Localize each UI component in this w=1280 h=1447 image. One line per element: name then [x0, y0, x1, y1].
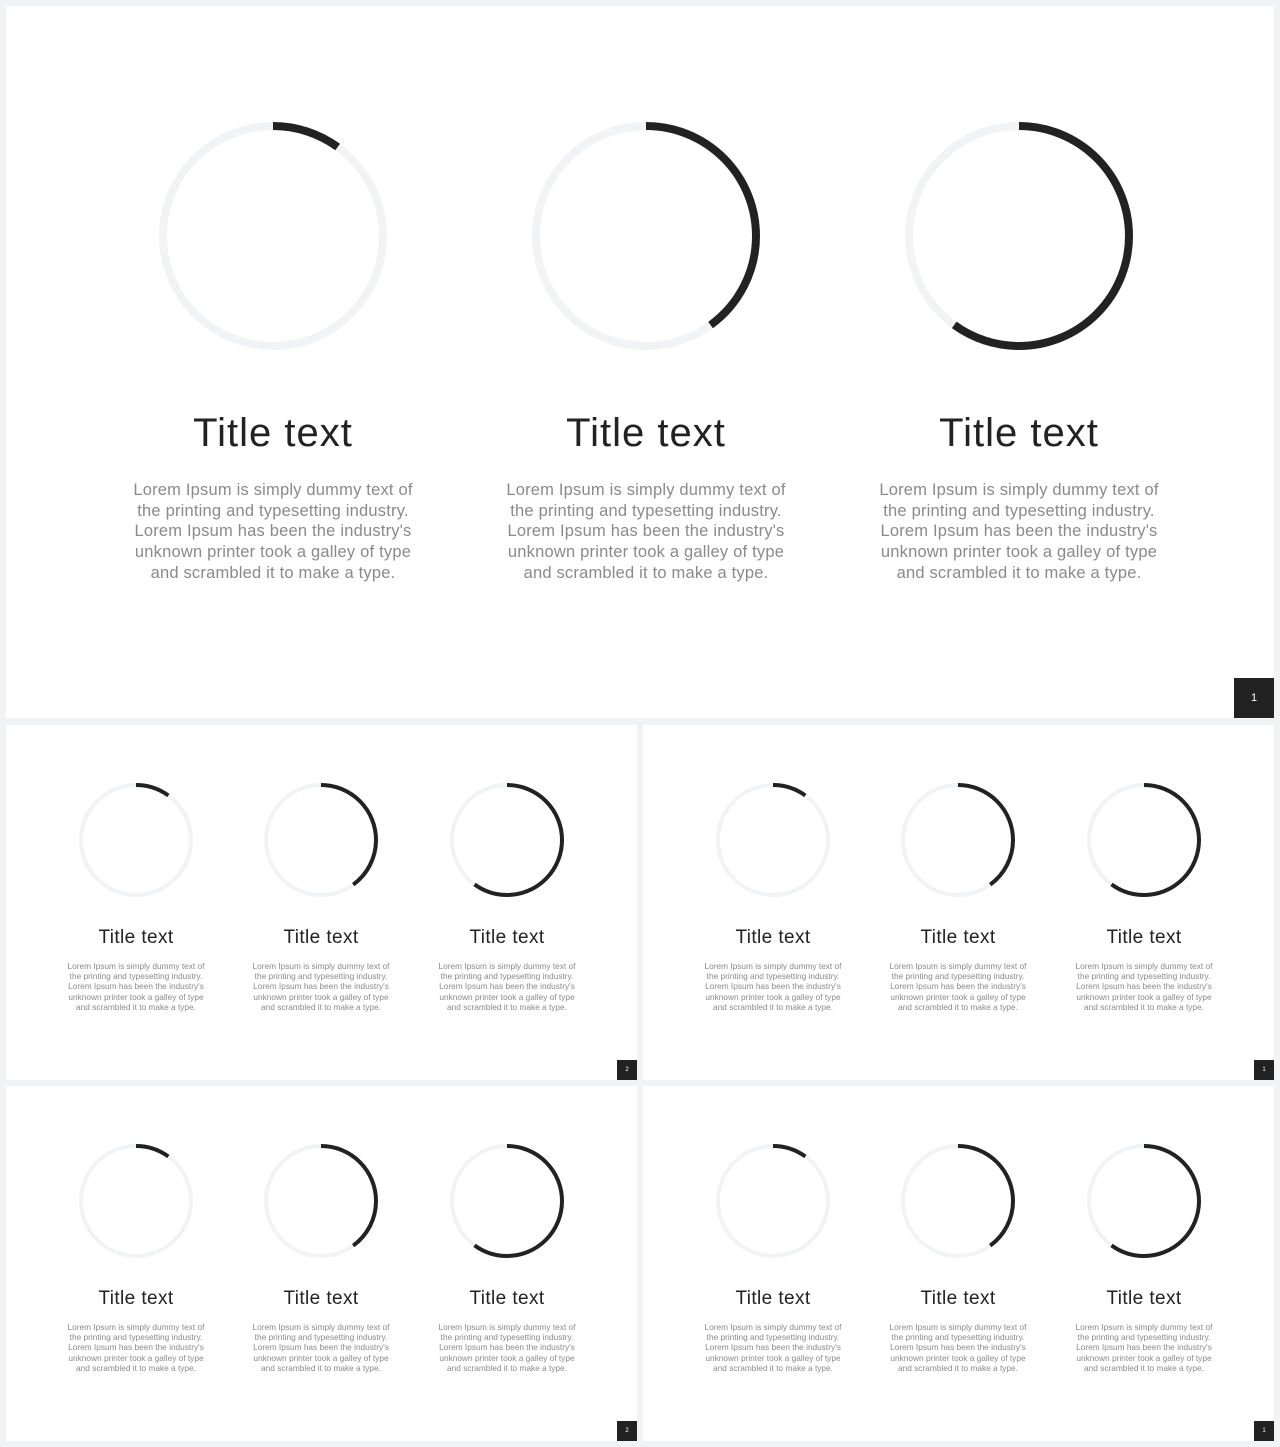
progress-item [427, 725, 587, 1065]
slide-thumbnail [6, 1086, 637, 1441]
item-title: Title text [1106, 1288, 1182, 1309]
progress-item [486, 6, 806, 706]
progress-item [56, 725, 216, 1065]
slide-main [6, 6, 1274, 718]
item-title: Title text [939, 411, 1099, 455]
progress-item [878, 1086, 1038, 1426]
item-title: Title text [283, 927, 359, 948]
item-title: Title text [920, 927, 996, 948]
progress-ring [76, 1141, 196, 1261]
progress-ring [898, 780, 1018, 900]
page-number-badge: 1 [1254, 1060, 1274, 1080]
ring-track [81, 785, 191, 895]
slide-thumbnail [643, 1086, 1274, 1441]
item-description: Lorem Ipsum is simply dummy text of the printing and typesetting industry. Lorem Ipsum has been the industry's unknown printer took a galley of type and scrambled it to make a type. [506, 481, 786, 582]
ring-track [81, 1146, 191, 1256]
page-number-badge: 1 [1254, 1421, 1274, 1441]
item-description: Lorem Ipsum is simply dummy text of the printing and typesetting industry. Lorem Ipsum has been the industry's unknown printer took a galley of type and scrambled it to make a type. [704, 961, 842, 1012]
progress-item [1064, 725, 1224, 1065]
ring-track [718, 785, 828, 895]
slide-thumbnail [643, 725, 1274, 1080]
item-title: Title text [735, 1288, 811, 1309]
item-description: Lorem Ipsum is simply dummy text of the printing and typesetting industry. Lorem Ipsum has been the industry's unknown printer took a galley of type and scrambled it to make a type. [133, 481, 413, 582]
progress-item [113, 6, 433, 706]
progress-ring [447, 780, 567, 900]
item-description: Lorem Ipsum is simply dummy text of the printing and typesetting industry. Lorem Ipsum has been the industry's unknown printer took a galley of type and scrambled it to make a type. [438, 961, 576, 1012]
item-description: Lorem Ipsum is simply dummy text of the printing and typesetting industry. Lorem Ipsum has been the industry's unknown printer took a galley of type and scrambled it to make a type. [438, 1322, 576, 1373]
item-description: Lorem Ipsum is simply dummy text of the printing and typesetting industry. Lorem Ipsum has been the industry's unknown printer took a galley of type and scrambled it to make a type. [67, 1322, 205, 1373]
progress-ring [76, 780, 196, 900]
progress-item [878, 725, 1038, 1065]
progress-ring [1084, 1141, 1204, 1261]
progress-ring [153, 116, 393, 356]
ring-track [718, 1146, 828, 1256]
item-description: Lorem Ipsum is simply dummy text of the printing and typesetting industry. Lorem Ipsum has been the industry's unknown printer took a galley of type and scrambled it to make a type. [252, 961, 390, 1012]
page-number-badge: 2 [617, 1060, 637, 1080]
progress-ring [713, 780, 833, 900]
progress-ring [447, 1141, 567, 1261]
item-title: Title text [1106, 927, 1182, 948]
progress-item [241, 1086, 401, 1426]
progress-ring [898, 1141, 1018, 1261]
item-title: Title text [735, 927, 811, 948]
page-number-badge: 2 [617, 1421, 637, 1441]
progress-ring [713, 1141, 833, 1261]
item-description: Lorem Ipsum is simply dummy text of the printing and typesetting industry. Lorem Ipsum has been the industry's unknown printer took a galley of type and scrambled it to make a type. [67, 961, 205, 1012]
progress-item [693, 725, 853, 1065]
item-description: Lorem Ipsum is simply dummy text of the printing and typesetting industry. Lorem Ipsum has been the industry's unknown printer took a galley of type and scrambled it to make a type. [889, 961, 1027, 1012]
progress-ring [261, 1141, 381, 1261]
item-description: Lorem Ipsum is simply dummy text of the printing and typesetting industry. Lorem Ipsum has been the industry's unknown printer took a galley of type and scrambled it to make a type. [1075, 961, 1213, 1012]
progress-item [427, 1086, 587, 1426]
item-title: Title text [469, 927, 545, 948]
progress-ring [899, 116, 1139, 356]
item-description: Lorem Ipsum is simply dummy text of the printing and typesetting industry. Lorem Ipsum has been the industry's unknown printer took a galley of type and scrambled it to make a type. [252, 1322, 390, 1373]
ring-track [163, 126, 383, 346]
item-title: Title text [193, 411, 353, 455]
progress-item [1064, 1086, 1224, 1426]
progress-ring [526, 116, 766, 356]
item-title: Title text [283, 1288, 359, 1309]
item-description: Lorem Ipsum is simply dummy text of the printing and typesetting industry. Lorem Ipsum has been the industry's unknown printer took a galley of type and scrambled it to make a type. [1075, 1322, 1213, 1373]
progress-item [859, 6, 1179, 706]
item-description: Lorem Ipsum is simply dummy text of the printing and typesetting industry. Lorem Ipsum has been the industry's unknown printer took a galley of type and scrambled it to make a type. [889, 1322, 1027, 1373]
item-title: Title text [566, 411, 726, 455]
item-description: Lorem Ipsum is simply dummy text of the printing and typesetting industry. Lorem Ipsum has been the industry's unknown printer took a galley of type and scrambled it to make a type. [879, 481, 1159, 582]
item-title: Title text [98, 1288, 174, 1309]
progress-ring [261, 780, 381, 900]
slide-thumbnail [6, 725, 637, 1080]
progress-item [56, 1086, 216, 1426]
item-title: Title text [469, 1288, 545, 1309]
item-title: Title text [920, 1288, 996, 1309]
progress-item [693, 1086, 853, 1426]
progress-item [241, 725, 401, 1065]
item-description: Lorem Ipsum is simply dummy text of the printing and typesetting industry. Lorem Ipsum has been the industry's unknown printer took a galley of type and scrambled it to make a type. [704, 1322, 842, 1373]
item-title: Title text [98, 927, 174, 948]
page-number-badge: 1 [1234, 678, 1274, 718]
progress-ring [1084, 780, 1204, 900]
